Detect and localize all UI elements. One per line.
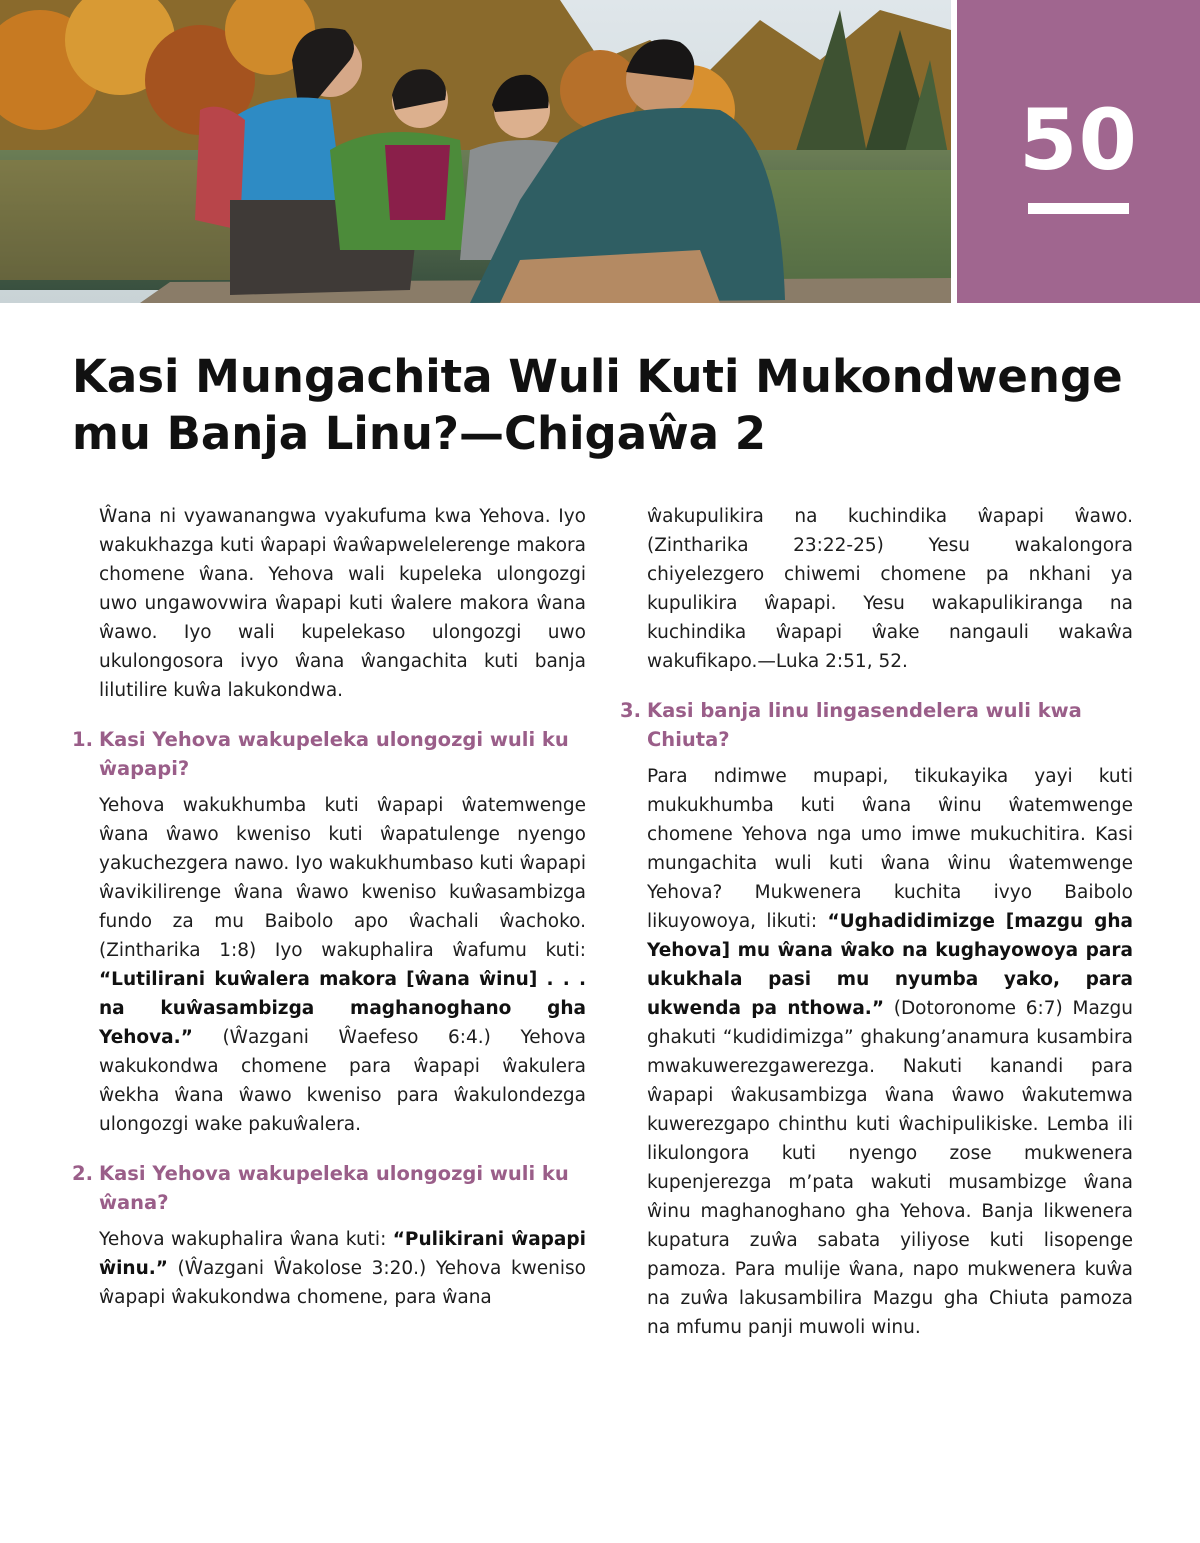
section-2-number: 2. bbox=[72, 1162, 93, 1185]
section-2-text-a: Yehova wakuphalira ŵana kuti: bbox=[99, 1229, 393, 1250]
section-1-paragraph bbox=[72, 791, 586, 1139]
left-column bbox=[72, 502, 586, 1312]
section-2-heading bbox=[72, 1159, 586, 1217]
section-3-text-a: Para ndimwe mupapi, tikukayika yayi kuti mukukhumba kuti ŵana ŵinu ŵatemwenge chomene Yehova nga umo imwe mukuchitira. Kasi mungachita wuli kuti ŵana ŵinu ŵatemwenge Yehova? Mukwenera kuchita ivyo Baibolo likuyowoya, likuti: bbox=[647, 766, 1133, 932]
section-2-paragraph bbox=[72, 1225, 586, 1312]
section-2-text-b: (Ŵazgani Ŵakolose 3:20.) Yehova kweniso ŵapapi ŵakukondwa chomene, para ŵana bbox=[99, 1258, 586, 1308]
badge-underline bbox=[1028, 203, 1129, 214]
section-1-text-b: (Ŵazgani Ŵaefeso 6:4.) Yehova wakukondwa chomene para ŵapapi ŵakulera ŵekha ŵana ŵawo kweniso para ŵakulondezga ulongozgi wake pakuŵalera. bbox=[99, 1027, 586, 1135]
section-1-quote: “Lutilirani kuŵalera makora [ŵana ŵinu] . . . na kuŵasambizga maghanoghano gha Yehova.” bbox=[99, 969, 586, 1048]
family-by-lake-photo bbox=[0, 0, 951, 303]
lesson-number: 50 bbox=[1019, 91, 1138, 189]
section-3-heading bbox=[620, 696, 1133, 754]
intro-paragraph: Ŵana ni vyawanangwa vyakufuma kwa Yehova. Iyo wakukhazga kuti ŵapapi ŵaŵapwelelerenge makora chomene ŵana. Yehova wali kupeleka ulongozgi uwo ungawovwira ŵapapi kuti ŵalere makora ŵana ŵawo. Iyo wali kupelekaso ulongozgi uwo ukulongosora ivyo ŵana ŵangachita kuti banja lilutilire kuŵa lakukondwa. bbox=[99, 506, 586, 701]
section-2-quote: “Pulikirani ŵapapi ŵinu.” bbox=[99, 1229, 586, 1279]
section-1-text-a: Yehova wakukhumba kuti ŵapapi ŵatemwenge ŵana ŵawo kweniso kuti ŵapatulenge nyengo yakuchezgera nawo. Iyo wakukhumbaso kuti ŵapapi ŵavikilirenge ŵana ŵawo kweniso kuŵasambizga fundo za mu Baibolo apo ŵachali ŵachoko. (Zintharika 1:8) Iyo wakuphalira ŵafumu kuti: bbox=[99, 795, 586, 961]
family-lake-photo bbox=[0, 0, 951, 303]
section-2-paragraph-continued: ŵakupulikira na kuchindika ŵapapi ŵawo. (Zintharika 23:22-25) Yesu wakalongora chiyelezgero chiwemi chomene pa nkhani ya kupulikira ŵapapi. Yesu wakapulikiranga na kuchindika ŵapapi ŵake nangauli wakaŵa wakufikapo.—Luka 2:51, 52. bbox=[647, 506, 1133, 672]
right-column bbox=[620, 502, 1133, 1342]
section-3-quote: “Ughadidimizge [mazgu gha Yehova] mu ŵana ŵako na kughayowoya para ukukhala pasi mu nyumba yako, para ukwenda pa nthowa.” bbox=[647, 911, 1133, 1019]
section-1-heading bbox=[72, 725, 586, 783]
page-title: Kasi Mungachita Wuli Kuti Mukondwenge mu Banja Linu?—Chigaŵa 2 bbox=[72, 350, 1123, 460]
section-3-title: Kasi banja linu lingasendelera wuli kwa Chiuta? bbox=[647, 699, 1082, 751]
section-3-paragraph bbox=[620, 762, 1133, 1342]
section-3-text-b: (Dotoronome 6:7) Mazgu ghakuti “kudidimizga” ghakung’anamura kusambira mwakuwerezgawerezga. Nakuti kanandi para ŵapapi ŵakusambizga ŵana ŵawo ŵakutemwa kuwerezgapo chinthu kuti ŵachipulikiske. Lemba ili likulongora kuti nyengo zose mukwenera kupenjerezga m’pata wakuti musambizge ŵana ŵinu maghanoghano gha Yehova. Banja likwenera kupatura zuŵa sabata yiliyose kuti lisopenge pamoza. Para mulije ŵana, napo mukwenera kuŵa na zuŵa lakusambilira Mazgu gha Chiuta pamoza na mfumu panji muwoli winu. bbox=[647, 998, 1133, 1338]
lesson-number-badge bbox=[957, 0, 1200, 303]
section-3-number: 3. bbox=[620, 699, 641, 722]
section-1-title: Kasi Yehova wakupeleka ulongozgi wuli ku ŵapapi? bbox=[99, 728, 569, 780]
section-1-number: 1. bbox=[72, 728, 93, 751]
section-2-title: Kasi Yehova wakupeleka ulongozgi wuli ku ŵana? bbox=[99, 1162, 569, 1214]
